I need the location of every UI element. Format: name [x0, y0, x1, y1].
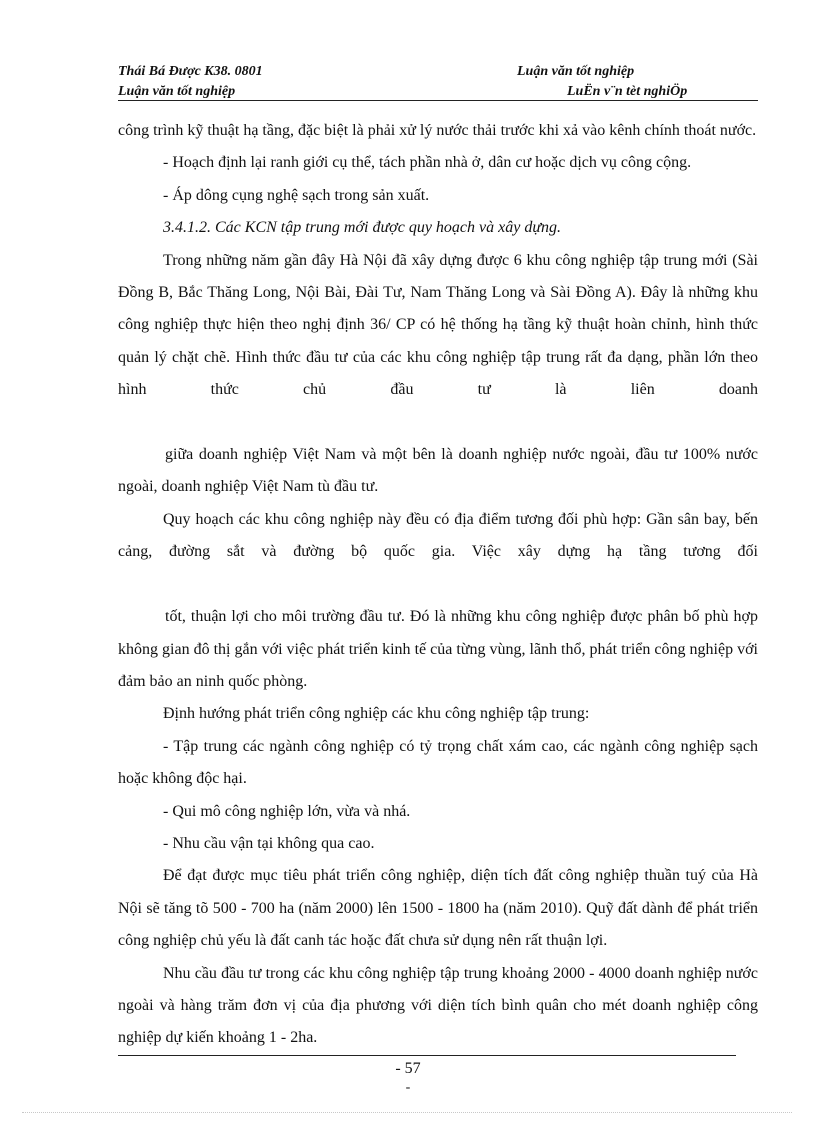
paragraph-6: giữa doanh nghiệp Việt Nam và một bên là doanh nghiệp nước ngoài, đầu tư 100% nước ngoài, doanh nghiệp Việt Nam tù đầu tư. [118, 446, 758, 496]
footer-rule [118, 1055, 736, 1056]
paragraph-2: - Hoạch định lại ranh giới cụ thể, tách phần nhà ở, dân cư hoặc dịch vụ công cộng. [163, 154, 692, 172]
paragraph-8: tốt, thuận lợi cho môi trường đầu tư. Đó là những khu công nghiệp được phân bố phù hợp không gian đô thị gắn với việc phát triển kinh tế của từng vùng, lãnh thổ, phát triển công nghiệp với đảm bảo an ninh quốc phòng. [118, 608, 758, 690]
header-title-right: Luận văn tốt nghiệp [517, 64, 635, 79]
paragraph-3: - Áp dông cụng nghệ sạch trong sản xuất. [163, 186, 430, 204]
paragraph-14: Nhu cầu đầu tư trong các khu công nghiệp tập trung khoảng 2000 - 4000 doanh nghiệp nước ngoài và hàng trăm đơn vị của địa phương với diện tích bình quân cho mét doanh nghiệp công nghiệp dự kiến khoảng 1 - 2ha. [118, 964, 758, 1047]
paragraph-10: - Tập trung các ngành công nghiệp có tỷ trọng chất xám cao, các ngành công nghiệp sạch hoặc không độc hại. [118, 737, 758, 788]
footer-dash: - [405, 1080, 411, 1095]
paragraph-9: Định hướng phát triển công nghiệp các khu công nghiệp tập trung: [163, 705, 590, 723]
paragraph-13: Để đạt được mục tiêu phát triển công nghiệp, diện tích đất công nghiệp thuần tuý của Hà Nội sẽ tăng tõ 500 - 700 ha (năm 2000) lên 1500 - 1800 ha (năm 2010). Quỹ đất dành để phát triển công nghiệp chủ yếu là đất canh tác hoặc đất chưa sử dụng nên rất thuận lợi. [118, 867, 758, 950]
paragraph-5: Trong những năm gần đây Hà Nội đã xây dựng được 6 khu công nghiệp tập trung mới (Sài Đồng B, Bắc Thăng Long, Nội Bài, Đài Tư, Nam Thăng Long và Sài Đồng A). Đây là những khu công nghiệp thực hiện theo nghị định 36/ CP có hệ thống hạ tầng kỹ thuật hoàn chỉnh, hình thức quản lý chặt chẽ. Hình thức đầu tư của các khu công nghiệp tập trung rất đa dạng, phần lớn theo hình thức chủ đầu tư là liên doanh [118, 251, 758, 399]
page-number: - 57 [395, 1060, 421, 1077]
header-garbled-title: LuËn v¨n tèt nghiÖp [567, 84, 688, 99]
header-author: Thái Bá Được K38. 0801 [118, 64, 263, 79]
paragraph-11: - Qui mô công nghiệp lớn, vừa và nhá. [163, 802, 411, 820]
paragraph-7: Quy hoạch các khu công nghiệp này đều có địa điểm tương đối phù hợp: Gần sân bay, bến cảng, đường sắt và đường bộ quốc gia. Việc xây dựng hạ tầng tương đối [118, 510, 758, 561]
page-edge-dotted-line [22, 1112, 792, 1113]
document-body [118, 115, 758, 1055]
section-heading: 3.4.1.2. Các KCN tập trung mới được quy hoạch và xây dựng. [163, 219, 562, 237]
header-rule [118, 100, 758, 101]
header-title-left: Luận văn tốt nghiệp [118, 84, 236, 99]
paragraph-12: - Nhu cầu vận tại không qua cao. [163, 834, 375, 852]
paragraph-1: công trình kỹ thuật hạ tầng, đặc biệt là phải xử lý nước thải trước khi xả vào kênh chính thoát nước. [118, 122, 757, 139]
